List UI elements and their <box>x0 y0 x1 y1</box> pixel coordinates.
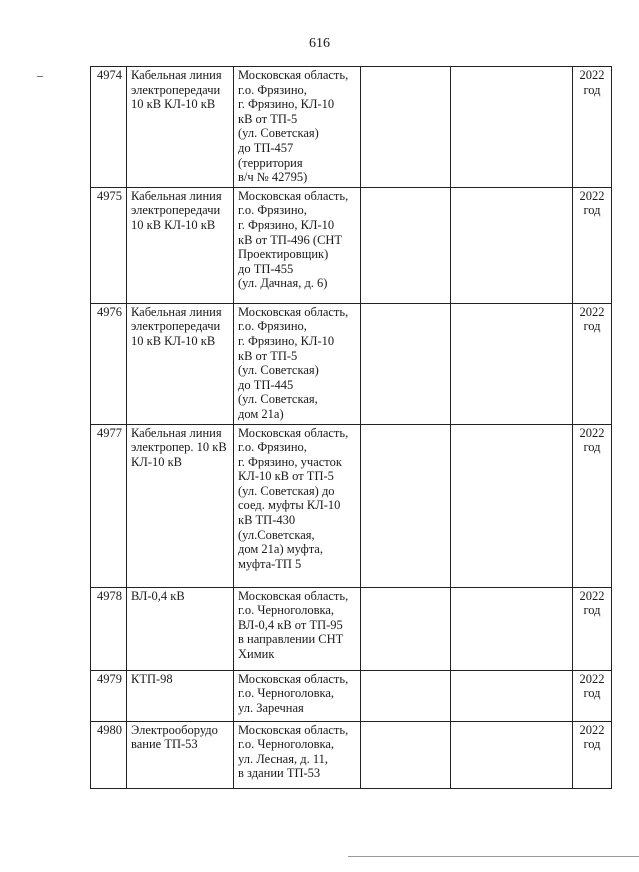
empty-cell <box>451 721 573 788</box>
row-number: 4976 <box>91 303 127 424</box>
year-cell: 2022 год <box>573 587 612 670</box>
empty-cell <box>361 424 451 587</box>
scan-edge-line <box>348 856 639 857</box>
table-row <box>91 67 612 188</box>
registry-table <box>90 66 612 789</box>
row-number: 4979 <box>91 670 127 721</box>
empty-cell <box>451 187 573 303</box>
row-number: 4978 <box>91 587 127 670</box>
empty-cell <box>361 303 451 424</box>
object-address: Московская область, г.о. Фрязино, г. Фрязино, КЛ-10 кВ от ТП-5 (ул. Советская) до ТП-445 (ул. Советская, дом 21а) <box>234 303 361 424</box>
object-address: Московская область, г.о. Черноголовка, ул. Заречная <box>234 670 361 721</box>
empty-cell <box>451 303 573 424</box>
object-address: Московская область, г.о. Фрязино, г. Фрязино, участок КЛ-10 кВ от ТП-5 (ул. Советская) до соед. муфты КЛ-10 кВ ТП-430 (ул.Советская, дом 21а) муфта, муфта-ТП 5 <box>234 424 361 587</box>
empty-cell <box>361 187 451 303</box>
empty-cell <box>451 587 573 670</box>
table-row <box>91 187 612 303</box>
page-number: 616 <box>309 36 330 51</box>
year-cell: 2022 год <box>573 721 612 788</box>
table-row <box>91 721 612 788</box>
year-cell: 2022 год <box>573 303 612 424</box>
empty-cell <box>361 67 451 188</box>
object-name: Электрооборудо вание ТП-53 <box>127 721 234 788</box>
table-row <box>91 303 612 424</box>
empty-cell <box>451 67 573 188</box>
empty-cell <box>451 670 573 721</box>
empty-cell <box>451 424 573 587</box>
year-cell: 2022 год <box>573 424 612 587</box>
object-name: Кабельная линия электропередачи 10 кВ КЛ-10 кВ <box>127 67 234 188</box>
empty-cell <box>361 721 451 788</box>
year-cell: 2022 год <box>573 187 612 303</box>
object-name: ВЛ-0,4 кВ <box>127 587 234 670</box>
empty-cell <box>361 670 451 721</box>
object-name: Кабельная линия электропер. 10 кВ КЛ-10 кВ <box>127 424 234 587</box>
table-row <box>91 424 612 587</box>
object-address: Московская область, г.о. Черноголовка, ВЛ-0,4 кВ от ТП-95 в направлении СНТ Химик <box>234 587 361 670</box>
table-row <box>91 587 612 670</box>
row-number: 4975 <box>91 187 127 303</box>
scan-mark <box>37 76 43 77</box>
object-name: Кабельная линия электропередачи 10 кВ КЛ-10 кВ <box>127 303 234 424</box>
object-address: Московская область, г.о. Черноголовка, ул. Лесная, д. 11, в здании ТП-53 <box>234 721 361 788</box>
year-cell: 2022 год <box>573 67 612 188</box>
row-number: 4974 <box>91 67 127 188</box>
object-address: Московская область, г.о. Фрязино, г. Фрязино, КЛ-10 кВ от ТП-496 (СНТ Проектировщик) до ТП-455 (ул. Дачная, д. 6) <box>234 187 361 303</box>
row-number: 4980 <box>91 721 127 788</box>
year-cell: 2022 год <box>573 670 612 721</box>
empty-cell <box>361 587 451 670</box>
table-row <box>91 670 612 721</box>
row-number: 4977 <box>91 424 127 587</box>
object-name: КТП-98 <box>127 670 234 721</box>
object-address: Московская область, г.о. Фрязино, г. Фрязино, КЛ-10 кВ от ТП-5 (ул. Советская) до ТП-457 (территория в/ч № 42795) <box>234 67 361 188</box>
object-name: Кабельная линия электропередачи 10 кВ КЛ-10 кВ <box>127 187 234 303</box>
